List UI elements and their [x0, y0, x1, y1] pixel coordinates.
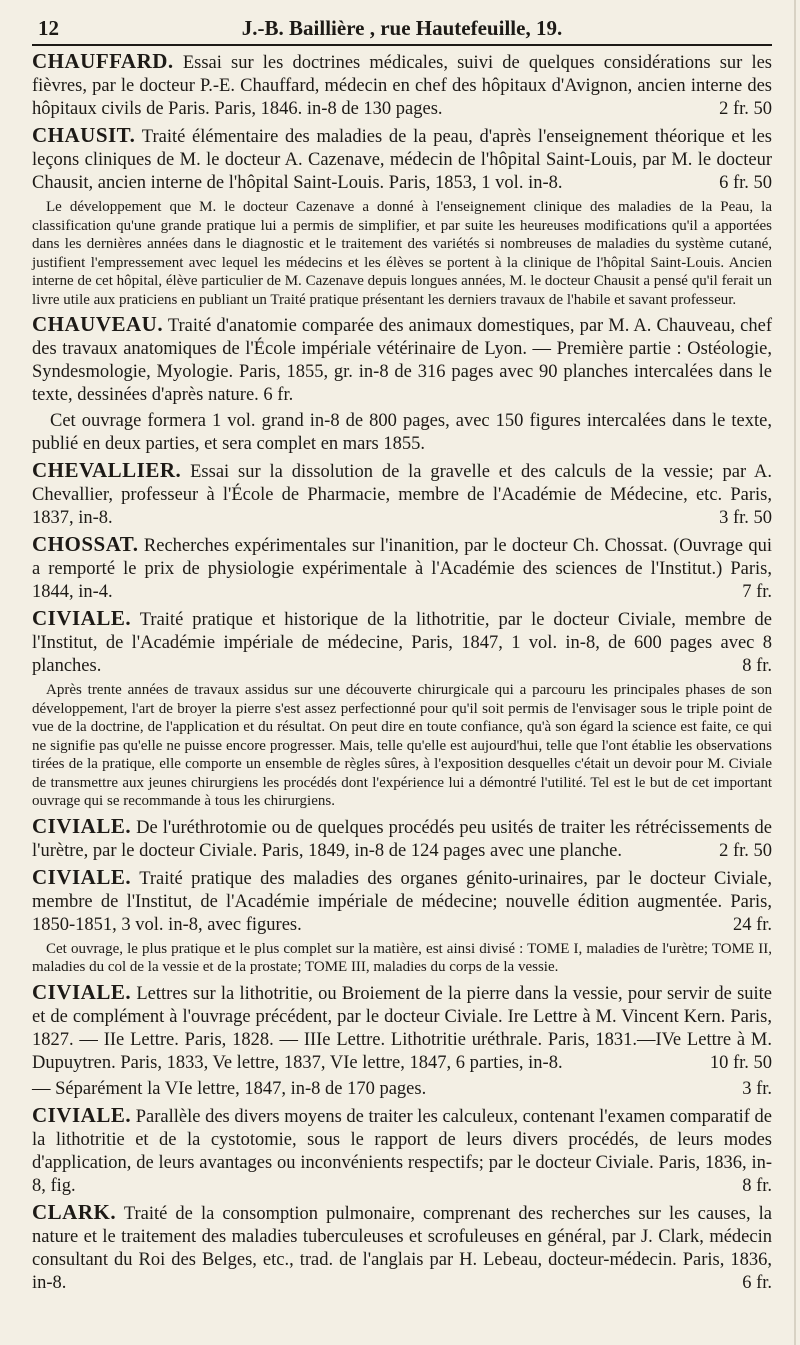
entry-text: Traité de la consomption pulmonaire, comprenant des recherches sur les causes, la nature et le traitement des maladies tuberculeuses et scrofuleuses en général, par J. Clark, médecin consultant du Roi des Belges, etc., trad. de l'anglais par H. Lebeau, docteur-médecin. Paris, 1836, in-8. [32, 1203, 772, 1293]
entry-author: CIVIALE. [32, 606, 132, 630]
entry-author: CHOSSAT. [32, 532, 139, 556]
entry-text: Recherches expérimentales sur l'inanition, par le docteur Ch. Chossat. (Ouvrage qui a remporté le prix de physiologie expérimentale à l'Académie des sciences de l'Institut.) Paris, 1844, in-4. [32, 536, 773, 602]
running-head: J.-B. Baillière , rue Hautefeuille, 19. [241, 16, 563, 40]
entry-author: CIVIALE. [32, 864, 132, 889]
entry-price: 24 fr. [732, 914, 772, 935]
catalog-entry [32, 533, 772, 604]
catalog-entry [32, 815, 772, 863]
catalog-entry [32, 607, 772, 678]
entry-price: 2 fr. 50 [719, 840, 772, 861]
entry-price: 6 fr. 50 [719, 173, 772, 193]
entry-author: CHAUFFARD. [32, 49, 174, 73]
entry-author: CIVIALE. [32, 1102, 132, 1127]
entry-note-text: Cet ouvrage, le plus pratique et le plus complet sur la matière, est ainsi divisé : TOME I, maladies de l'urètre; TOME II, maladies du col de la vessie et de la prostate; TOME III, maladies du corps de la vessie. [32, 940, 772, 975]
page-edge-shadow [794, 0, 796, 1345]
entry-text: Traité d'anatomie comparée des animaux domestiques, par M. A. Chauveau, chef des travaux anatomiques de l'École impériale vétérinaire de Lyon. — Première partie : Ostéologie, Syndesmologie, Myologie. Paris, 1855, gr. in-8 de 316 pages avec 90 planches intercalées dans le texte, dessinées d'après nature. 6 fr. [32, 316, 772, 405]
entry-note [32, 198, 772, 309]
entry-text: Essai sur la dissolution de la gravelle et des calculs de la vessie; par A. Chevallier, professeur à l'École de Pharmacie, membre de l'Académie de Médecine, etc. Paris, 1837, in-8. [32, 462, 773, 528]
entry-note-text: Le développement que M. le docteur Cazenave a donné à l'enseignement clinique des maladies de la Peau, la classification qu'une grande pratique lui a permis de simplifier, et par suite les heureuses modifications qu'il a apportées dans les dernières années dans le diagnostic et le traitement des variétés si nombreuses de maladies du système cutané, justifient l'empressement avec lequel les médecins et les élèves se portent à la clinique de l'hôpital Saint-Louis. Ancien interne de cet hôpital, élève particulier de M. Cazenave depuis longues années, M. le docteur Chausit a pensé qu'il ferait un livre utile aux praticiens en publiant un Traité pratique présentant les derniers travaux de l'habile et savant professeur. [32, 199, 772, 308]
entry-author: CHEVALLIER. [32, 458, 182, 482]
catalog-entry [32, 1104, 772, 1198]
catalog-entry [32, 866, 772, 937]
entry-continuation [32, 410, 772, 456]
page-number: 12 [38, 16, 59, 40]
entry-text: Traité pratique et historique de la lithotritie, par le docteur Civiale, membre de l'Institut, de l'Académie impériale de médecine, Paris, 1847, 1 vol. in-8, de 600 pages avec 8 planches. [32, 610, 772, 676]
entry-note-text: Après trente années de travaux assidus sur une découverte chirurgicale qui a parcouru les principales phases de son développement, l'art de broyer la pierre s'est assez perfectionné pour qu'il soit permis de l'envisager sous le triple point de vue de la doctrine, de l'application et du résultat. On peut dire en toute confiance, qu'à son égard la science est faite, ce qui ne signifie pas qu'elle ne puisse encore progresser. Mais, telle qu'elle est aujourd'hui, telle que l'ont établie les observations tirées de la pratique, elle comporte un ensemble de règles sûres, à l'exposition desquelles c'était un devoir pour M. Civiale de transmettre aux jeunes chirurgiens les procédés dont l'expérience lui a démontré l'utilité. Tel est le but de cet important ouvrage qui se recommande à tous les chirurgiens. [32, 682, 772, 809]
entry-note [32, 681, 772, 811]
page-header [32, 14, 772, 46]
entry-text: Essai sur les doctrines médicales, suivi de quelques considérations sur les fièvres, par le docteur P.-E. Chauffard, médecin en chef des hôpitaux d'Avignon, ancien interne des hôpitaux civils de Paris. Paris, 1846. in-8 de 130 pages. [32, 53, 773, 119]
entry-author: CIVIALE. [32, 979, 132, 1004]
entry-author: CIVIALE. [32, 813, 132, 838]
entry-author: CHAUVEAU. [32, 312, 164, 336]
entry-price: 8 fr. [742, 656, 772, 676]
entry-continuation-text: Cet ouvrage formera 1 vol. grand in-8 de 800 pages, avec 150 figures intercalées dans le texte, publié en deux parties, et sera complet en mars 1855. [32, 411, 772, 454]
entry-text: Traité élémentaire des maladies de la peau, d'après l'enseignement théorique et les leçons cliniques de M. le docteur A. Cazenave, médecin de l'hôpital Saint-Louis, par M. le docteur Chausit, ancien interne de l'hôpital Saint-Louis. Paris, 1853, 1 vol. in-8. [32, 127, 772, 193]
entry-text: Lettres sur la lithotritie, ou Broiement de la pierre dans la vessie, pour servir de suite et de complément à l'ouvrage précédent, par le docteur Civiale. Ire Lettre à M. Vincent Kern. Paris, 1827. — IIe Lettre. Paris, 1828. — IIIe Lettre. Lithotritie uréthrale. Paris, 1831.—IVe Lettre à M. Dupuytren. Paris, 1833, Ve lettre, 1837, VIe lettre, 1847, 6 parties, in-8. [32, 983, 773, 1073]
catalog-entry [32, 981, 772, 1075]
catalog-entries [32, 50, 772, 1295]
entry-price: 3 fr. 50 [719, 508, 772, 528]
entry-price: 7 fr. [742, 582, 772, 602]
catalog-page [32, 14, 772, 1298]
entry-author: CHAUSIT. [32, 123, 136, 147]
entry-price: 10 fr. 50 [709, 1052, 772, 1073]
entry-price: 6 fr. [742, 1272, 772, 1293]
catalog-entry [32, 124, 772, 195]
catalog-entry [32, 459, 772, 530]
entry-text: De l'uréthrotomie ou de quelques procédés peu usités de traiter les rétrécissements de l'urètre, par le docteur Civiale. Paris, 1849, in-8 de 124 pages avec une planche. [32, 817, 773, 861]
entry-price: 2 fr. 50 [719, 99, 772, 119]
entry-text: Traité pratique des maladies des organes génito-urinaires, par le docteur Civiale, membre de l'Institut, de l'Académie impériale de médecine; nouvelle édition augmentée. Paris, 1850-1851, 3 vol. in-8, avec figures. [32, 868, 773, 935]
entry-price: 3 fr. [742, 1078, 772, 1099]
catalog-entry [32, 1201, 772, 1295]
entry-text: Parallèle des divers moyens de traiter les calculeux, contenant l'examen comparatif de la lithotritie et de la cystotomie, sous le rapport de leurs divers procédés, de leurs modes d'application, de leurs avantages ou inconvénients respectifs; par le docteur Civiale. Paris, 1836, in-8, fig. [32, 1106, 773, 1196]
entry-price: 8 fr. [742, 1175, 772, 1196]
entry-note [32, 940, 772, 977]
catalog-entry [32, 50, 772, 121]
entry-continuation [32, 1078, 772, 1101]
entry-continuation-text: — Séparément la VIe lettre, 1847, in-8 de 170 pages. [32, 1078, 427, 1099]
catalog-entry [32, 313, 772, 407]
entry-author: CLARK. [32, 1199, 117, 1224]
